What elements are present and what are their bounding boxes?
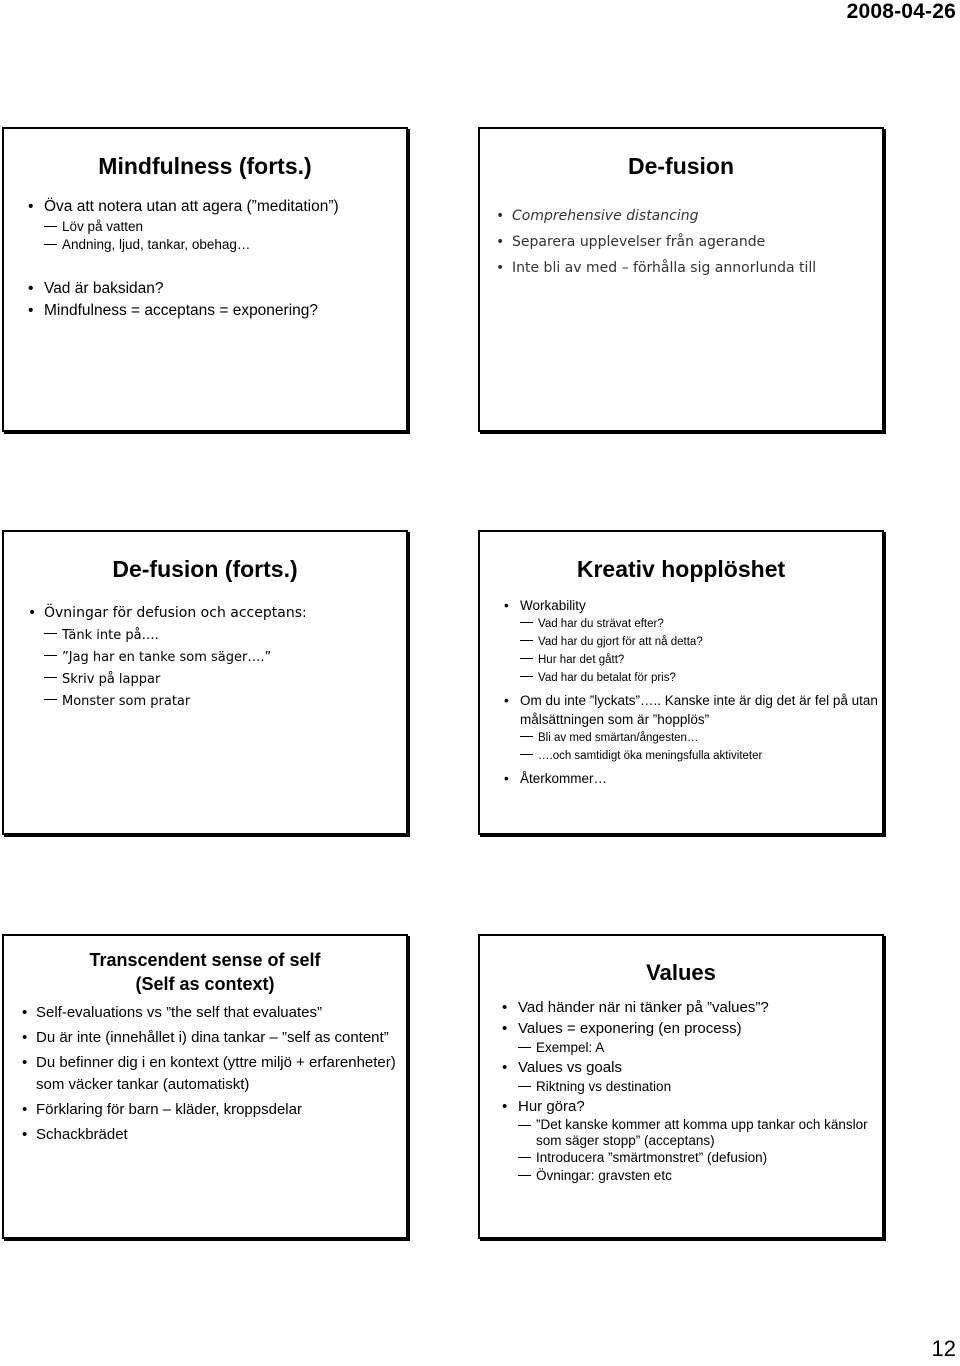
list-item: • Du befinner dig i en kontext (yttre miljö + erfarenheter) som väcker tankar (automatiskt): [22, 1052, 406, 1096]
list-item: • Vad händer när ni tänker på ”values”?: [502, 997, 882, 1018]
sub-list-item: Vad har du strävat efter?: [504, 615, 882, 633]
header-date: 2008-04-26: [846, 0, 956, 23]
list-item: • Mindfulness = acceptans = exponering?: [28, 300, 406, 322]
sub-list-item: Tänk inte på….: [28, 625, 406, 647]
list-item: • Vad är baksidan?: [28, 278, 406, 300]
list-item: • Du är inte (innehållet i) dina tankar – ”self as content”: [22, 1027, 406, 1049]
bullet-list: [28, 601, 406, 713]
sub-list-item: Bli av med smärtan/ångesten…: [504, 729, 882, 747]
bullet-list: [22, 1002, 406, 1146]
slide-title: [4, 948, 406, 996]
slide-title: De-fusion: [627, 153, 735, 179]
slide-de-fusion: [478, 127, 884, 432]
sub-list-item: ”Det kanske kommer att komma upp tankar och känslor som säger stopp” (acceptans): [502, 1117, 882, 1149]
bullet-list: [502, 997, 882, 1185]
sub-list-item: Andning, ljud, tankar, obehag…: [28, 236, 406, 254]
slide-kreativ-hopploshet: [478, 530, 884, 835]
bullet-list: [504, 596, 882, 788]
list-item: • Values vs goals: [502, 1057, 882, 1078]
list-item: • Återkommer…: [504, 769, 882, 788]
bullet-list: [28, 196, 406, 322]
sub-list-item: Introducera ”smärtmonstret” (defusion): [502, 1149, 882, 1167]
sub-list-item: Hur har det gått?: [504, 651, 882, 669]
list-item: • Om du inte ”lyckats”….. Kanske inte är dig det är fel på utan målsättningen som är ”hopplös”: [504, 691, 882, 729]
slide-values: [478, 934, 884, 1239]
bullet-list: [496, 203, 882, 281]
list-item: • Separera upplevelser från agerande: [496, 229, 882, 255]
list-item: • Comprehensive distancing: [496, 203, 882, 229]
sub-list-item: Vad har du betalat för pris?: [504, 669, 882, 687]
list-item: • Förklaring för barn – kläder, kroppsdelar: [22, 1099, 406, 1121]
list-item: • Schackbrädet: [22, 1124, 406, 1146]
slide-title-line-1: Transcendent sense of self: [89, 950, 321, 970]
slide-title: Values: [646, 960, 716, 985]
list-item: • Hur göra?: [502, 1096, 882, 1117]
list-item: • Inte bli av med – förhålla sig annorlunda till: [496, 255, 882, 281]
sub-list-item: Övningar: gravsten etc: [502, 1167, 882, 1185]
list-item: • Öva att notera utan att agera (”meditation”): [28, 196, 406, 218]
sub-list-item: Riktning vs destination: [502, 1078, 882, 1096]
sub-list-item: Vad har du gjort för att nå detta?: [504, 633, 882, 651]
slide-title: Mindfulness (forts.): [98, 153, 312, 179]
list-item: • Self-evaluations vs ”the self that evaluates”: [22, 1002, 406, 1024]
slide-de-fusion-forts: [2, 530, 408, 835]
sub-list-item: Skriv på lappar: [28, 669, 406, 691]
list-item: • Övningar för defusion och acceptans:: [28, 601, 406, 625]
list-item: • Values = exponering (en process): [502, 1018, 882, 1039]
slide-transcendent-sense-of-self: [2, 934, 408, 1239]
slide-title: Kreativ hopplöshet: [576, 556, 786, 582]
sub-list-item: ”Jag har en tanke som säger….”: [28, 647, 406, 669]
sub-list-item: Exempel: A: [502, 1039, 882, 1057]
sub-list-item: Löv på vatten: [28, 218, 406, 236]
slide-title: De-fusion (forts.): [112, 556, 298, 582]
slide-mindfulness-forts: [2, 127, 408, 432]
list-item: • Workability: [504, 596, 882, 615]
slide-title-line-2: (Self as context): [135, 974, 275, 994]
page-number: 12: [931, 1336, 956, 1361]
sub-list-item: ….och samtidigt öka meningsfulla aktiviteter: [504, 747, 882, 765]
sub-list-item: Monster som pratar: [28, 691, 406, 713]
